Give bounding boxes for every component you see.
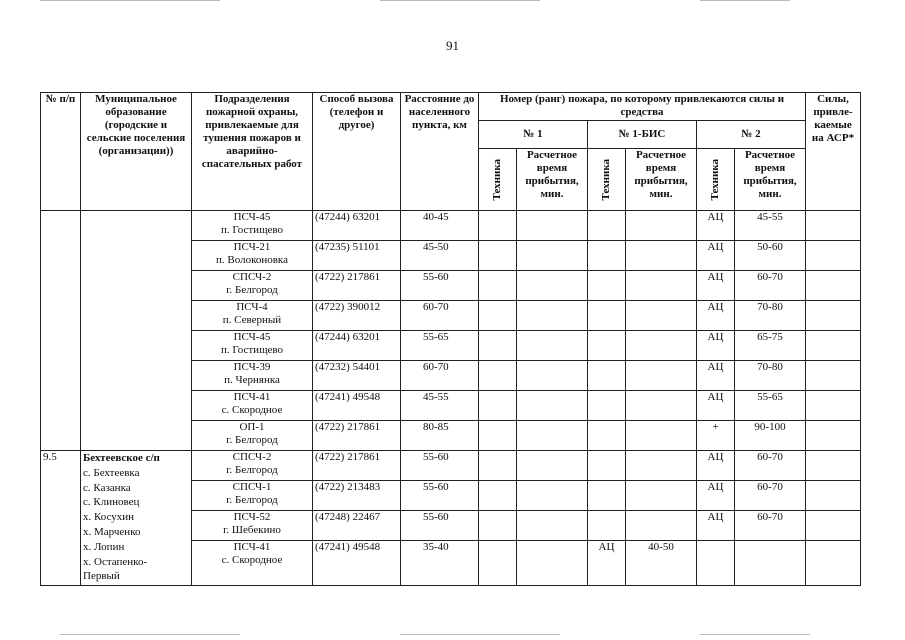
col-rank-group: Номер (ранг) пожара, по которому привлекаются силы и средства <box>479 93 806 121</box>
col-unit: Подразделения пожарной охраны, привлекаемые для тушения пожаров и аварийно-спасательных работ <box>192 93 313 211</box>
cell-phone: (47241) 49548 <box>313 541 401 586</box>
cell-rank1bis-tech <box>588 511 626 541</box>
cell-rank2-tech <box>697 541 735 586</box>
cell-phone: (47248) 22467 <box>313 511 401 541</box>
forces-table <box>40 92 861 586</box>
cell-municipality <box>81 211 192 451</box>
col-municipality: Муниципальное образование (городские и сельские поселения (организации)) <box>81 93 192 211</box>
col-rank2-eta: Расчетное время прибытия, мин. <box>735 149 806 211</box>
cell-phone: (47232) 54401 <box>313 361 401 391</box>
cell-phone: (47241) 49548 <box>313 391 401 421</box>
cell-rank2-eta: 60-70 <box>735 511 806 541</box>
col-rank1bis-tech: Техника <box>588 149 626 211</box>
cell-rank2-tech: АЦ <box>697 481 735 511</box>
cell-unit: ПСЧ-39 п. Чернянка <box>192 361 313 391</box>
settlement: х. Лопин <box>83 540 125 553</box>
municipality-title: Бехтеевское с/п <box>83 452 160 464</box>
cell-distance: 60-70 <box>401 361 479 391</box>
col-rank1-tech: Техника <box>479 149 517 211</box>
cell-rank1bis-tech <box>588 481 626 511</box>
cell-distance: 55-65 <box>401 331 479 361</box>
top-rule-left <box>40 0 220 1</box>
col-rank1bis-eta: Расчетное время прибытия, мин. <box>626 149 697 211</box>
cell-rank1bis-tech <box>588 451 626 481</box>
col-call: Способ вызова (телефон и другое) <box>313 93 401 211</box>
settlement: с. Клиновец <box>83 496 140 509</box>
cell-rank2-eta: 45-55 <box>735 211 806 241</box>
cell-unit: ПСЧ-45 п. Гостищево <box>192 331 313 361</box>
cell-unit: ПСЧ-41 с. Скородное <box>192 541 313 586</box>
cell-rank2-eta: 90-100 <box>735 421 806 451</box>
settlement: х. Марченко <box>83 525 141 538</box>
settlement: х. Остапенко- <box>83 555 148 568</box>
cell-distance: 55-60 <box>401 481 479 511</box>
cell-rank2-eta <box>735 541 806 586</box>
settlement: х. Косухин <box>83 511 135 524</box>
cell-rank1bis-eta <box>626 481 697 511</box>
bottom-rule-right <box>700 634 810 635</box>
cell-phone: (47244) 63201 <box>313 211 401 241</box>
cell-distance: 55-60 <box>401 271 479 301</box>
cell-rank1bis-eta: 40-50 <box>626 541 697 586</box>
cell-phone: (4722) 390012 <box>313 301 401 331</box>
top-rule-right <box>700 0 790 1</box>
table-row <box>41 211 861 241</box>
cell-rank2-eta: 70-80 <box>735 301 806 331</box>
cell-distance: 55-60 <box>401 511 479 541</box>
cell-rank2-tech: АЦ <box>697 331 735 361</box>
cell-distance: 80-85 <box>401 421 479 451</box>
col-rank1: № 1 <box>479 121 588 149</box>
cell-unit: СПСЧ-2 г. Белгород <box>192 271 313 301</box>
cell-rank2-tech: АЦ <box>697 241 735 271</box>
cell-rank2-tech: АЦ <box>697 361 735 391</box>
cell-rank2-tech: АЦ <box>697 451 735 481</box>
cell-rank2-eta: 50-60 <box>735 241 806 271</box>
page-number: 91 <box>446 38 459 53</box>
cell-rank2-tech: АЦ <box>697 301 735 331</box>
cell-municipality <box>81 451 192 586</box>
cell-unit: ПСЧ-45 п. Гостищево <box>192 211 313 241</box>
col-rank2-tech: Техника <box>697 149 735 211</box>
cell-num <box>41 211 81 451</box>
settlement: с. Бехтеевка <box>83 466 140 479</box>
col-rank1bis: № 1-БИС <box>588 121 697 149</box>
cell-rank2-tech: АЦ <box>697 511 735 541</box>
cell-unit: ПСЧ-41 с. Скородное <box>192 391 313 421</box>
cell-distance: 60-70 <box>401 301 479 331</box>
cell-unit: ПСЧ-21 п. Волоконовка <box>192 241 313 271</box>
cell-rank2-tech: АЦ <box>697 391 735 421</box>
col-rank2: № 2 <box>697 121 806 149</box>
cell-rank2-eta: 65-75 <box>735 331 806 361</box>
cell-distance: 55-60 <box>401 451 479 481</box>
bottom-rule-left <box>60 634 240 635</box>
cell-distance: 45-50 <box>401 241 479 271</box>
cell-phone: (4722) 217861 <box>313 451 401 481</box>
cell-rank2-eta: 60-70 <box>735 481 806 511</box>
cell-unit: СПСЧ-1 г. Белгород <box>192 481 313 511</box>
cell-num: 9.5 <box>41 451 81 586</box>
cell-phone: (47244) 63201 <box>313 331 401 361</box>
cell-distance: 35-40 <box>401 541 479 586</box>
col-asr: Силы, привле-каемые на АСР* <box>806 93 861 211</box>
table-row <box>41 451 861 481</box>
cell-rank2-eta: 60-70 <box>735 451 806 481</box>
cell-unit: ПСЧ-4 п. Северный <box>192 301 313 331</box>
cell-rank2-tech: АЦ <box>697 271 735 301</box>
cell-rank2-eta: 70-80 <box>735 361 806 391</box>
cell-rank1bis-eta <box>626 451 697 481</box>
cell-phone: (4722) 213483 <box>313 481 401 511</box>
cell-unit: ОП-1 г. Белгород <box>192 421 313 451</box>
bottom-rule-mid <box>400 634 560 635</box>
cell-phone: (47235) 51101 <box>313 241 401 271</box>
col-distance: Расстояние до населенного пункта, км <box>401 93 479 211</box>
col-rank1-eta: Расчетное время прибытия, мин. <box>517 149 588 211</box>
cell-rank1bis-eta <box>626 511 697 541</box>
cell-unit: ПСЧ-52 г. Шебекино <box>192 511 313 541</box>
col-num: № п/п <box>41 93 81 211</box>
cell-rank2-eta: 60-70 <box>735 271 806 301</box>
cell-rank2-eta: 55-65 <box>735 391 806 421</box>
cell-distance: 45-55 <box>401 391 479 421</box>
cell-phone: (4722) 217861 <box>313 271 401 301</box>
cell-phone: (4722) 217861 <box>313 421 401 451</box>
cell-unit: СПСЧ-2 г. Белгород <box>192 451 313 481</box>
cell-rank2-tech: АЦ <box>697 211 735 241</box>
settlement: Первый <box>83 570 120 583</box>
top-rule-mid <box>380 0 540 1</box>
settlement: с. Казанка <box>83 481 131 494</box>
cell-distance: 40-45 <box>401 211 479 241</box>
cell-rank2-tech: + <box>697 421 735 451</box>
cell-rank1bis-tech: АЦ <box>588 541 626 586</box>
